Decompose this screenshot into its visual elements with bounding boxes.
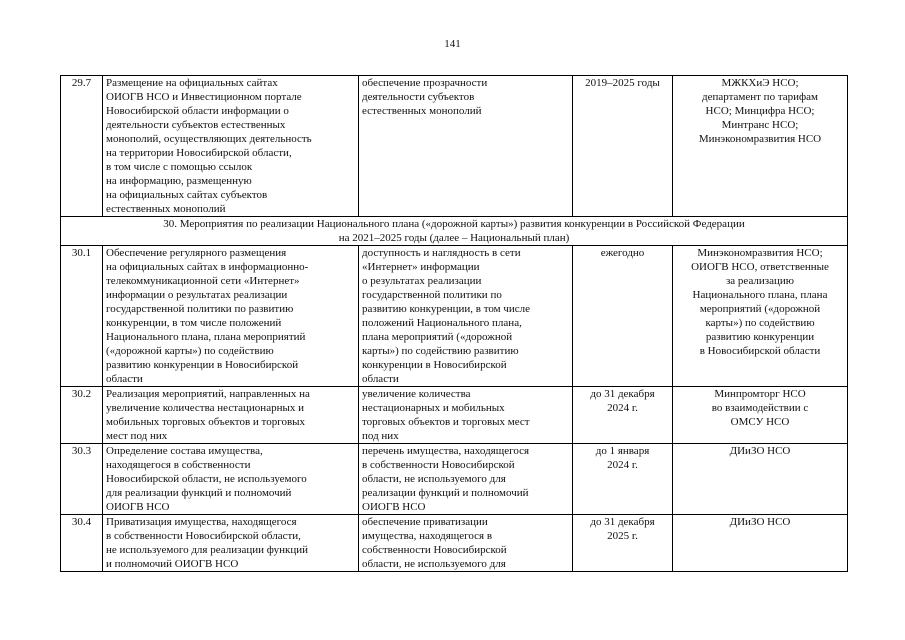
- responsible-cell: [673, 444, 848, 515]
- event-cell-line: конкуренции, в том числе положений: [106, 317, 282, 329]
- event-cell-line: для реализации функций и полномочий: [106, 487, 292, 499]
- result-cell-line: положений Национального плана,: [362, 317, 522, 329]
- result-cell-line: развитию конкуренции, в том числе: [362, 303, 531, 315]
- result-cell-line: под них: [362, 430, 399, 442]
- term-cell: [573, 444, 673, 515]
- section-heading: [61, 217, 848, 246]
- result-cell: [359, 387, 573, 444]
- term-cell-line: ежегодно: [600, 247, 645, 259]
- result-cell-line: доступность и наглядность в сети: [362, 247, 521, 259]
- result-cell-line: перечень имущества, находящегося: [362, 445, 530, 457]
- responsible-cell-line: Минтранс НСО;: [721, 119, 799, 131]
- page-number: 141: [444, 38, 461, 50]
- event-cell-line: Обеспечение регулярного размещения: [106, 247, 287, 259]
- result-cell-line: области, не используемого для: [362, 558, 506, 570]
- responsible-cell-line: ДИиЗО НСО: [729, 445, 791, 457]
- event-cell-line: телекоммуникационной сети «Интернет»: [106, 275, 300, 287]
- result-cell-line: государственной политики по: [362, 289, 502, 301]
- term-cell: [573, 246, 673, 387]
- responsible-cell-line: мероприятий («дорожной: [699, 303, 821, 315]
- table-row: [61, 515, 848, 572]
- table-row: [61, 387, 848, 444]
- result-cell: [359, 76, 573, 217]
- responsible-cell-line: ОМСУ НСО: [730, 416, 790, 428]
- event-cell-line: монополий, осуществляющих деятельность: [106, 133, 312, 145]
- event-cell-line: на официальных сайтах в информационно-: [106, 261, 309, 273]
- result-cell-line: карты») по содействию развитию: [362, 345, 519, 357]
- result-cell-line: о результатах реализации: [362, 275, 482, 287]
- event-cell-line: на официальных сайтах субъектов: [106, 189, 268, 201]
- event-cell: [103, 246, 359, 387]
- event-cell-line: увеличение количества нестационарных и: [106, 402, 304, 414]
- event-cell-line: государственной политики по развитию: [106, 303, 294, 315]
- term-cell: [573, 515, 673, 572]
- responsible-cell: [673, 76, 848, 217]
- event-cell-line: («дорожной карты») по содействию: [106, 345, 274, 357]
- event-cell-line: развитию конкуренции в Новосибирской: [106, 359, 299, 371]
- item-number: 30.3: [61, 444, 103, 515]
- item-number: 30.2: [61, 387, 103, 444]
- result-cell-line: нестационарных и мобильных: [362, 402, 505, 414]
- item-number: 29.7: [61, 76, 103, 217]
- table-row: [61, 444, 848, 515]
- term-cell-line: до 31 декабря: [590, 516, 655, 528]
- result-cell-line: торговых объектов и торговых мест: [362, 416, 530, 428]
- plan-table-body: [61, 76, 848, 572]
- table-row: [61, 76, 848, 217]
- responsible-cell-line: ДИиЗО НСО: [729, 516, 791, 528]
- section-heading-line: на 2021–2025 годы (далее – Национальный план): [338, 232, 570, 244]
- result-cell-line: деятельности субъектов: [362, 91, 475, 103]
- responsible-cell-line: карты») по содействию: [705, 317, 815, 329]
- event-cell-line: на информацию, размещенную: [106, 175, 252, 187]
- result-cell-line: увеличение количества: [362, 388, 471, 400]
- event-cell-line: мобильных торговых объектов и торговых: [106, 416, 306, 428]
- event-cell-line: области: [106, 373, 143, 385]
- result-cell-line: собственности Новосибирской: [362, 544, 507, 556]
- section-row: [61, 217, 848, 246]
- term-cell-line: 2024 г.: [607, 402, 638, 414]
- event-cell: [103, 444, 359, 515]
- result-cell-line: естественных монополий: [362, 105, 482, 117]
- responsible-cell-line: НСО; Минцифра НСО;: [705, 105, 815, 117]
- term-cell-line: 2019–2025 годы: [585, 77, 660, 89]
- event-cell-line: Размещение на официальных сайтах: [106, 77, 278, 89]
- event-cell-line: информации о результатах реализации: [106, 289, 288, 301]
- event-cell-line: Определение состава имущества,: [106, 445, 263, 457]
- event-cell-line: Новосибирской области информации о: [106, 105, 289, 117]
- responsible-cell-line: МЖКХиЭ НСО;: [721, 77, 799, 89]
- result-cell-line: обеспечение приватизации: [362, 516, 488, 528]
- table-row: [61, 246, 848, 387]
- result-cell-line: «Интернет» информации: [362, 261, 480, 273]
- responsible-cell-line: департамент по тарифам: [701, 91, 819, 103]
- event-cell-line: Национального плана, плана мероприятий: [106, 331, 306, 343]
- event-cell-line: ОИОГВ НСО и Инвестиционном портале: [106, 91, 302, 103]
- responsible-cell-line: Минэкономразвития НСО: [698, 133, 822, 145]
- term-cell-line: до 1 января: [595, 445, 650, 457]
- responsible-cell-line: в Новосибирской области: [699, 345, 821, 357]
- responsible-cell: [673, 246, 848, 387]
- result-cell-line: области: [362, 373, 399, 385]
- result-cell: [359, 515, 573, 572]
- result-cell-line: плана мероприятий («дорожной: [362, 331, 513, 343]
- responsible-cell: [673, 515, 848, 572]
- event-cell: [103, 387, 359, 444]
- term-cell-line: 2025 г.: [607, 530, 638, 542]
- responsible-cell-line: Национального плана, плана: [692, 289, 828, 301]
- result-cell-line: обеспечение прозрачности: [362, 77, 488, 89]
- event-cell-line: деятельности субъектов естественных: [106, 119, 286, 131]
- term-cell: [573, 76, 673, 217]
- item-number: 30.4: [61, 515, 103, 572]
- result-cell: [359, 444, 573, 515]
- plan-table: [60, 75, 848, 572]
- responsible-cell-line: во взаимодействии с: [711, 402, 809, 414]
- event-cell-line: на территории Новосибирской области,: [106, 147, 292, 159]
- result-cell-line: ОИОГВ НСО: [362, 501, 426, 513]
- event-cell-line: в собственности Новосибирской области,: [106, 530, 301, 542]
- term-cell-line: до 31 декабря: [590, 388, 655, 400]
- responsible-cell: [673, 387, 848, 444]
- event-cell-line: мест под них: [106, 430, 168, 442]
- responsible-cell-line: ОИОГВ НСО, ответственные: [691, 261, 829, 273]
- result-cell-line: области, не используемого для: [362, 473, 506, 485]
- event-cell: [103, 515, 359, 572]
- event-cell-line: не используемого для реализации функций: [106, 544, 308, 556]
- item-number: 30.1: [61, 246, 103, 387]
- event-cell-line: Новосибирской области, не используемого: [106, 473, 307, 485]
- result-cell-line: имущества, находящегося в: [362, 530, 493, 542]
- event-cell-line: находящегося в собственности: [106, 459, 251, 471]
- responsible-cell-line: развитию конкуренции: [705, 331, 815, 343]
- result-cell-line: в собственности Новосибирской: [362, 459, 515, 471]
- section-heading-line: 30. Мероприятия по реализации Национального плана («дорожной карты») развития конкуренции в Российской Федерации: [163, 218, 745, 230]
- event-cell-line: Приватизация имущества, находящегося: [106, 516, 297, 528]
- responsible-cell-line: за реализацию: [725, 275, 795, 287]
- event-cell: [103, 76, 359, 217]
- event-cell-line: естественных монополий: [106, 203, 226, 215]
- event-cell-line: и полномочий ОИОГВ НСО: [106, 558, 239, 570]
- term-cell: [573, 387, 673, 444]
- event-cell-line: ОИОГВ НСО: [106, 501, 170, 513]
- responsible-cell-line: Минэкономразвития НСО;: [697, 247, 823, 259]
- result-cell: [359, 246, 573, 387]
- result-cell-line: реализации функций и полномочий: [362, 487, 529, 499]
- result-cell-line: конкуренции в Новосибирской: [362, 359, 507, 371]
- event-cell-line: Реализация мероприятий, направленных на: [106, 388, 310, 400]
- event-cell-line: в том числе с помощью ссылок: [106, 161, 253, 173]
- responsible-cell-line: Минпромторг НСО: [714, 388, 806, 400]
- term-cell-line: 2024 г.: [607, 459, 638, 471]
